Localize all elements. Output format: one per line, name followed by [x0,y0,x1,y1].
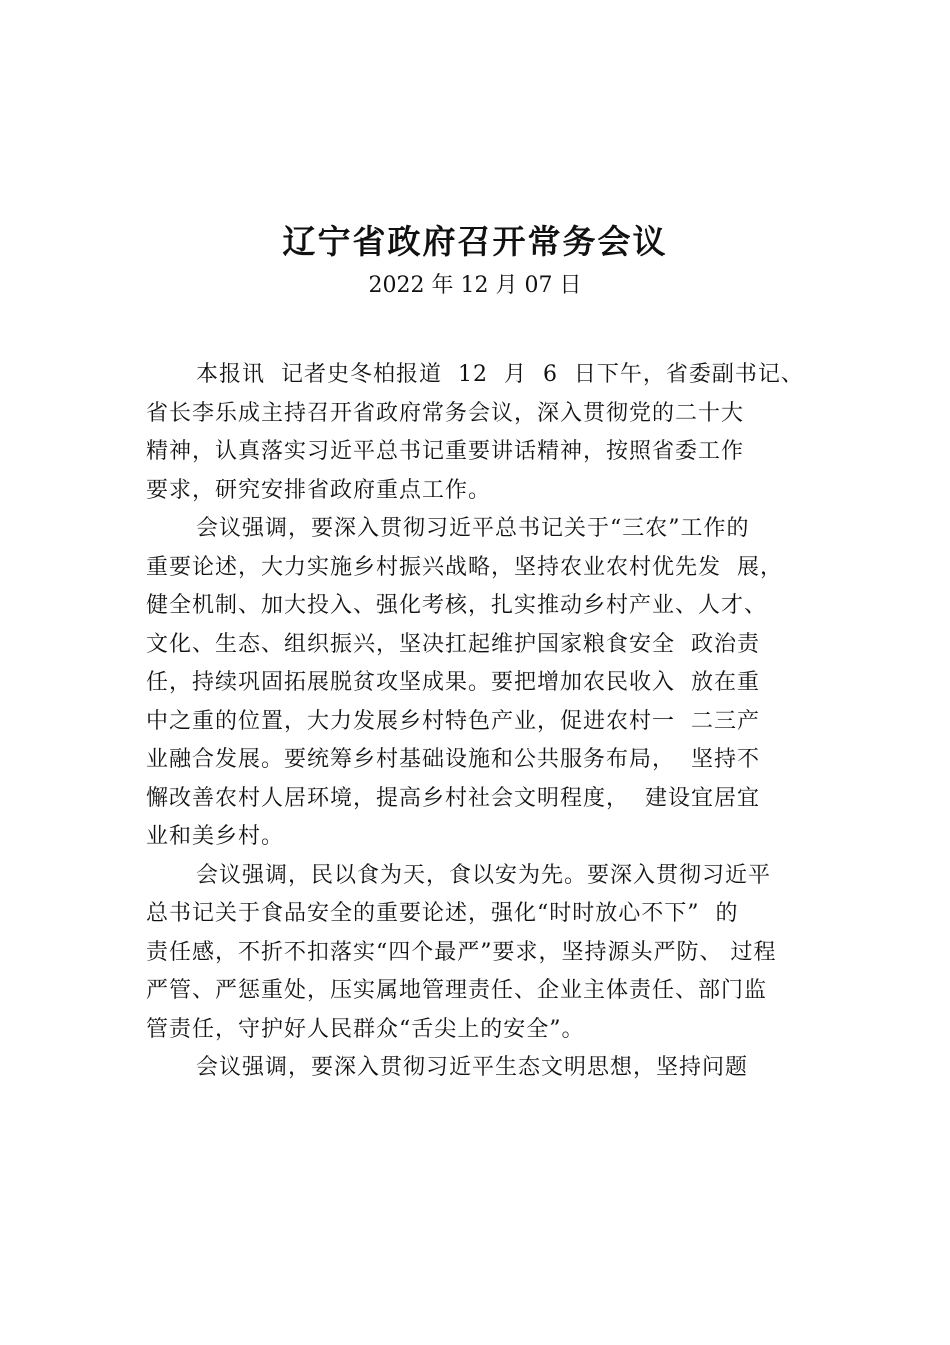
body-line: 会议强调，要深入贯彻习近平总书记关于“三农”工作的 [196,516,750,541]
body-line: 总书记关于食品安全的重要论述，强化“时时放心不下” 的 [146,901,739,926]
body-line: 业和美乡村。 [146,824,285,849]
body-line: 要求，研究安排省政府重点工作。 [146,477,492,503]
body-line: 重要论述，大力实施乡村振兴战略，坚持农业农村优先发 展， [146,554,783,580]
document-date: 2022 年 12 月 07 日 [368,273,582,298]
body-line: 本报讯 记者史冬柏报道 12 月 6 日下午，省委副书记、 [196,362,804,387]
document-body [146,356,836,1088]
body-line: 会议强调，民以食为天，食以安为先。要深入贯彻习近平 [196,862,772,888]
body-line: 省长李乐成主持召开省政府常务会议，深入贯彻党的二十大 [146,400,745,426]
body-line: 文化、生态、组织振兴，坚决扛起维护国家粮食安全 政治责 [146,631,760,657]
body-line: 严管、严惩重处，压实属地管理责任、企业主体责任、部门监 [146,978,768,1003]
body-line: 精神，认真落实习近平总书记重要讲话精神，按照省委工作 [146,439,745,464]
body-line: 健全机制、加大投入、强化考核，扎实推动乡村产业、人才、 [146,593,768,618]
body-line: 业融合发展。要统筹乡村基础设施和公共服务布局， 坚持不 [146,747,760,772]
body-line: 懈改善农村人居环境，提高乡村社会文明程度， 建设宜居宜 [146,785,760,811]
body-line: 中之重的位置，大力发展乡村特色产业，促进农村一 二三产 [146,708,760,734]
document-title: 辽宁省政府召开常务会议 [282,222,668,261]
body-line: 任，持续巩固拓展脱贫攻坚成果。要把增加农民收入 放在重 [146,670,760,695]
body-line: 责任感，不折不扣落实“四个最严”要求，坚持源头严防、 过程 [146,939,777,965]
body-line: 会议强调，要深入贯彻习近平生态文明思想，坚持问题 [196,1055,749,1080]
body-line: 管责任，守护好人民群众“舌尖上的安全”。 [146,1016,585,1042]
